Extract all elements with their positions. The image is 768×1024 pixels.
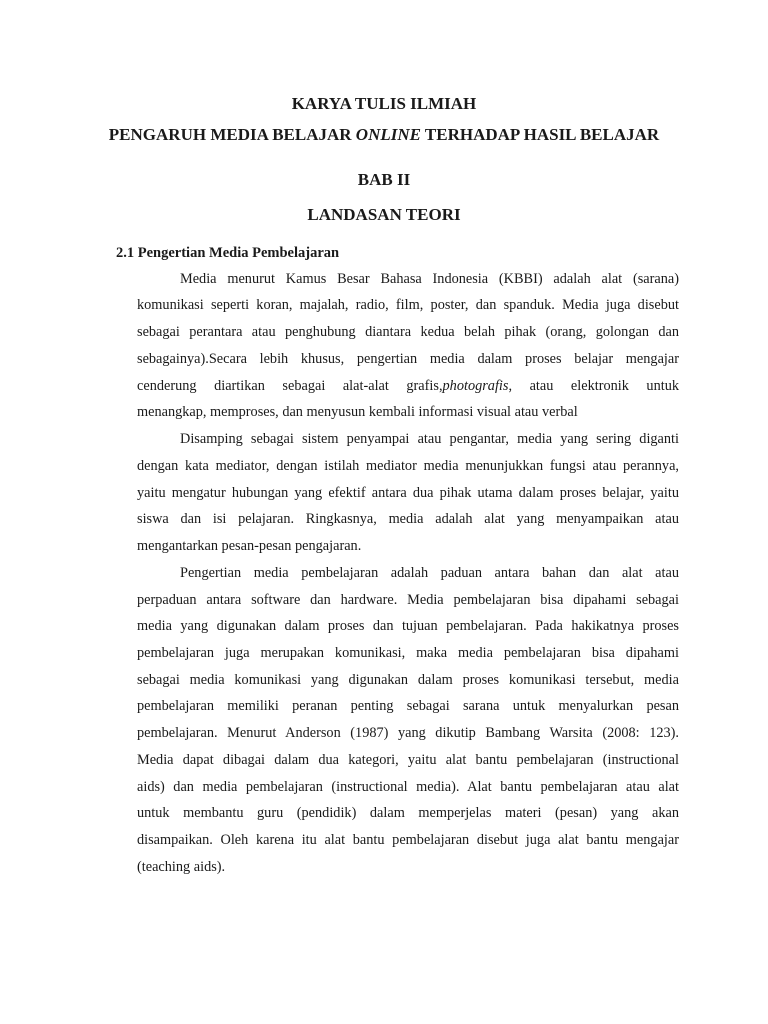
subtitle-text-end: TERHADAP HASIL BELAJAR [420,125,660,144]
paragraph-3-line-10: untuk membantu guru (pendidik) dalam memperjelas materi (pesan) yang akan [137,805,679,821]
paragraph-1-line-5 [137,377,679,395]
subtitle-italic-word: ONLINE [355,125,421,144]
paragraph-3-line-2: perpaduan antara software dan hardware. Media pembelajaran bisa dipahami sebagai [137,592,679,608]
section-heading: 2.1 Pengertian Media Pembelajaran [116,245,340,261]
paragraph-3-line-9: aids) dan media pembelajaran (instructional media). Alat bantu pembelajaran atau alat [137,779,679,795]
paragraph-3-line-11: disampaikan. Oleh karena itu alat bantu pembelajaran disebut juga alat bantu mengajar [137,832,679,848]
paragraph-1-line-2: komunikasi seperti koran, majalah, radio, film, poster, dan spanduk. Media juga disebut [137,297,679,313]
paragraph-3-line-8: Media dapat dibagai dalam dua kategori, yaitu alat bantu pembelajaran (instructional [137,752,679,768]
paragraph-2-line-1: Disamping sebagai sistem penyampai atau pengantar, media yang sering diganti [180,431,679,447]
paragraph-1-line-1: Media menurut Kamus Besar Bahasa Indonesia (KBBI) adalah alat (sarana) [180,271,679,287]
document-subtitle [0,125,768,145]
chapter-number: BAB II [357,170,411,189]
paragraph-2-line-4: siswa dan isi pelajaran. Ringkasnya, media adalah alat yang menyampaikan atau [137,511,679,527]
paragraph-3-line-6: pembelajaran memiliki peranan penting sebagai sarana untuk menyalurkan pesan [137,698,679,714]
paragraph-1-line-4: sebagainya).Secara lebih khusus, pengertian media dalam proses belajar mengajar [137,351,679,367]
paragraph-1-line-3: sebagai perantara atau penghubung diantara kedua belah pihak (orang, golongan dan [137,324,679,340]
paragraph-2-line-3: yaitu mengatur hubungan yang efektif antara dua pihak utama dalam proses belajar, yaitu [137,485,679,501]
paragraph-3-line-1: Pengertian media pembelajaran adalah paduan antara bahan dan alat atau [180,565,679,581]
paragraph-1-italic-term: photografis [442,378,509,394]
chapter-title: LANDASAN TEORI [307,205,461,224]
paragraph-3-line-5: sebagai media komunikasi yang digunakan dalam proses komunikasi tersebut, media [137,672,679,688]
paragraph-1-line-5-text: cenderung diartikan sebagai alat-alat grafis, [137,378,443,394]
paragraph-3-line-4: pembelajaran juga merupakan komunikasi, maka media pembelajaran bisa dipahami [137,645,679,661]
paragraph-3-line-7: pembelajaran. Menurut Anderson (1987) yang dikutip Bambang Warsita (2008: 123). [137,725,679,741]
paragraph-2-line-2: dengan kata mediator, dengan istilah mediator media menunjukkan fungsi atau perannya, [137,458,679,474]
paragraph-1-line-5-end: , atau elektronik untuk [508,378,679,394]
paragraph-1-line-6: menangkap, memproses, dan menyusun kembali informasi visual atau verbal [137,404,578,420]
document-title: KARYA TULIS ILMIAH [291,94,477,113]
paragraph-3-line-3: media yang digunakan dalam proses dan tujuan pembelajaran. Pada hakikatnya proses [137,618,679,634]
subtitle-text-start: PENGARUH MEDIA BELAJAR [108,125,356,144]
paragraph-2-line-5: mengantarkan pesan-pesan pengajaran. [137,538,362,554]
paragraph-3-line-12: (teaching aids). [137,859,226,875]
